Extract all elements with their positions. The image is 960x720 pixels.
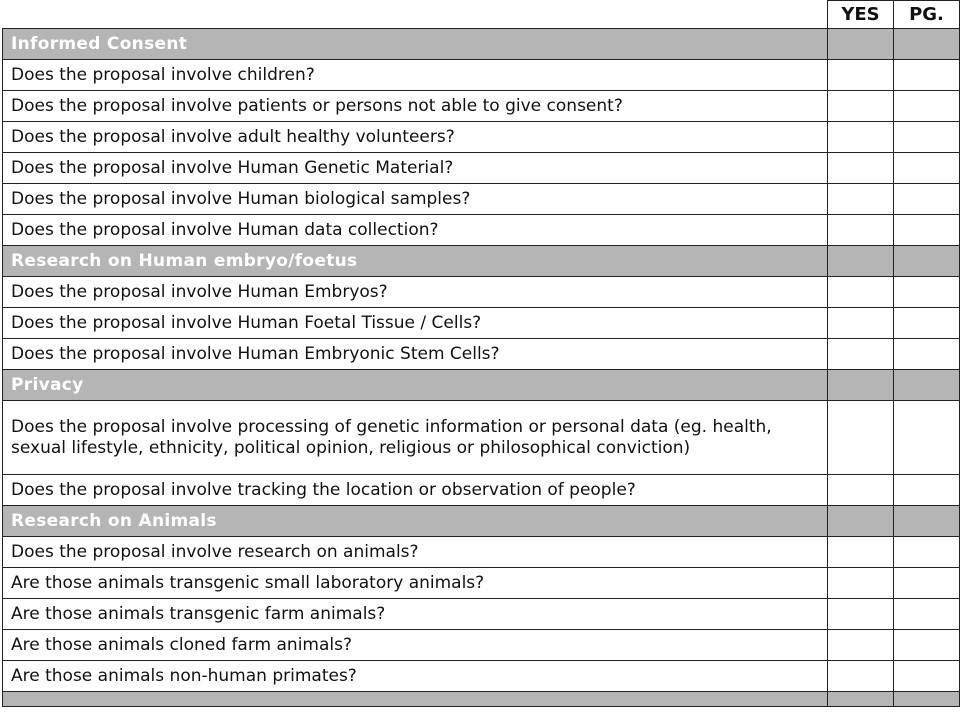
page-reference-cell[interactable] xyxy=(894,568,960,599)
question-text: Does the proposal involve Human Embryonic Stem Cells? xyxy=(3,339,828,370)
question-row xyxy=(3,599,960,630)
question-text: Does the proposal involve Human Embryos? xyxy=(3,277,828,308)
question-text: Are those animals non-human primates? xyxy=(3,661,828,692)
question-text: Does the proposal involve Human Genetic Material? xyxy=(3,153,828,184)
section-title: Privacy xyxy=(3,370,828,401)
question-text: Are those animals transgenic small laboratory animals? xyxy=(3,568,828,599)
yes-answer-cell[interactable] xyxy=(828,599,894,630)
question-text: Does the proposal involve Human data collection? xyxy=(3,215,828,246)
section-header-row xyxy=(3,506,960,537)
section-yes-cell xyxy=(828,29,894,60)
question-row xyxy=(3,184,960,215)
yes-answer-cell[interactable] xyxy=(828,277,894,308)
page-reference-cell[interactable] xyxy=(894,401,960,475)
question-text: Does the proposal involve patients or persons not able to give consent? xyxy=(3,91,828,122)
page-reference-cell[interactable] xyxy=(894,277,960,308)
page-reference-cell[interactable] xyxy=(894,339,960,370)
question-row xyxy=(3,568,960,599)
page-reference-cell[interactable] xyxy=(894,153,960,184)
section-pg-cell xyxy=(894,246,960,277)
yes-answer-cell[interactable] xyxy=(828,184,894,215)
page-reference-cell[interactable] xyxy=(894,60,960,91)
question-row xyxy=(3,661,960,692)
ethics-checklist-table xyxy=(2,0,960,707)
yes-answer-cell[interactable] xyxy=(828,215,894,246)
section-yes-cell xyxy=(828,506,894,537)
question-row xyxy=(3,537,960,568)
yes-answer-cell[interactable] xyxy=(828,122,894,153)
section-header-row xyxy=(3,370,960,401)
yes-answer-cell[interactable] xyxy=(828,91,894,122)
question-row xyxy=(3,215,960,246)
section-pg-cell xyxy=(894,506,960,537)
question-row xyxy=(3,277,960,308)
yes-answer-cell[interactable] xyxy=(828,630,894,661)
next-section-header-row-cut-off xyxy=(3,692,960,707)
section-title: Research on Human embryo/foetus xyxy=(3,246,828,277)
yes-answer-cell[interactable] xyxy=(828,60,894,91)
page-reference-cell[interactable] xyxy=(894,184,960,215)
question-row xyxy=(3,122,960,153)
header-row xyxy=(3,1,960,29)
yes-answer-cell[interactable] xyxy=(828,568,894,599)
header-blank-cell xyxy=(3,1,828,29)
page-reference-cell[interactable] xyxy=(894,630,960,661)
question-text: Does the proposal involve research on animals? xyxy=(3,537,828,568)
section-pg-cell xyxy=(894,692,960,707)
yes-answer-cell[interactable] xyxy=(828,537,894,568)
question-text: Does the proposal involve tracking the location or observation of people? xyxy=(3,475,828,506)
question-text: Does the proposal involve children? xyxy=(3,60,828,91)
question-row xyxy=(3,630,960,661)
page-reference-cell[interactable] xyxy=(894,599,960,630)
question-row xyxy=(3,401,960,475)
question-row xyxy=(3,153,960,184)
section-pg-cell xyxy=(894,29,960,60)
yes-column-header: YES xyxy=(828,1,894,29)
yes-answer-cell[interactable] xyxy=(828,339,894,370)
yes-answer-cell[interactable] xyxy=(828,401,894,475)
yes-answer-cell[interactable] xyxy=(828,153,894,184)
question-text: Does the proposal involve adult healthy volunteers? xyxy=(3,122,828,153)
section-yes-cell xyxy=(828,370,894,401)
section-pg-cell xyxy=(894,370,960,401)
page-reference-cell[interactable] xyxy=(894,661,960,692)
question-text: Does the proposal involve Human biological samples? xyxy=(3,184,828,215)
pg-column-header: PG. xyxy=(894,1,960,29)
question-row xyxy=(3,308,960,339)
question-text: Are those animals transgenic farm animals? xyxy=(3,599,828,630)
question-row xyxy=(3,60,960,91)
section-header-row xyxy=(3,246,960,277)
page-reference-cell[interactable] xyxy=(894,215,960,246)
section-yes-cell xyxy=(828,246,894,277)
yes-answer-cell[interactable] xyxy=(828,308,894,339)
question-row xyxy=(3,339,960,370)
question-row xyxy=(3,475,960,506)
page-reference-cell[interactable] xyxy=(894,475,960,506)
section-yes-cell xyxy=(828,692,894,707)
yes-answer-cell[interactable] xyxy=(828,475,894,506)
question-row xyxy=(3,91,960,122)
yes-answer-cell[interactable] xyxy=(828,661,894,692)
question-text: Are those animals cloned farm animals? xyxy=(3,630,828,661)
section-title-cut-off xyxy=(3,692,828,707)
page-reference-cell[interactable] xyxy=(894,537,960,568)
section-title: Informed Consent xyxy=(3,29,828,60)
question-text: Does the proposal involve processing of genetic information or personal data (eg. health, sexual lifestyle, ethnicity, political opinion, religious or philosophical conviction) xyxy=(3,401,828,475)
section-title: Research on Animals xyxy=(3,506,828,537)
question-text: Does the proposal involve Human Foetal Tissue / Cells? xyxy=(3,308,828,339)
page-reference-cell[interactable] xyxy=(894,91,960,122)
page-reference-cell[interactable] xyxy=(894,122,960,153)
page-reference-cell[interactable] xyxy=(894,308,960,339)
section-header-row xyxy=(3,29,960,60)
